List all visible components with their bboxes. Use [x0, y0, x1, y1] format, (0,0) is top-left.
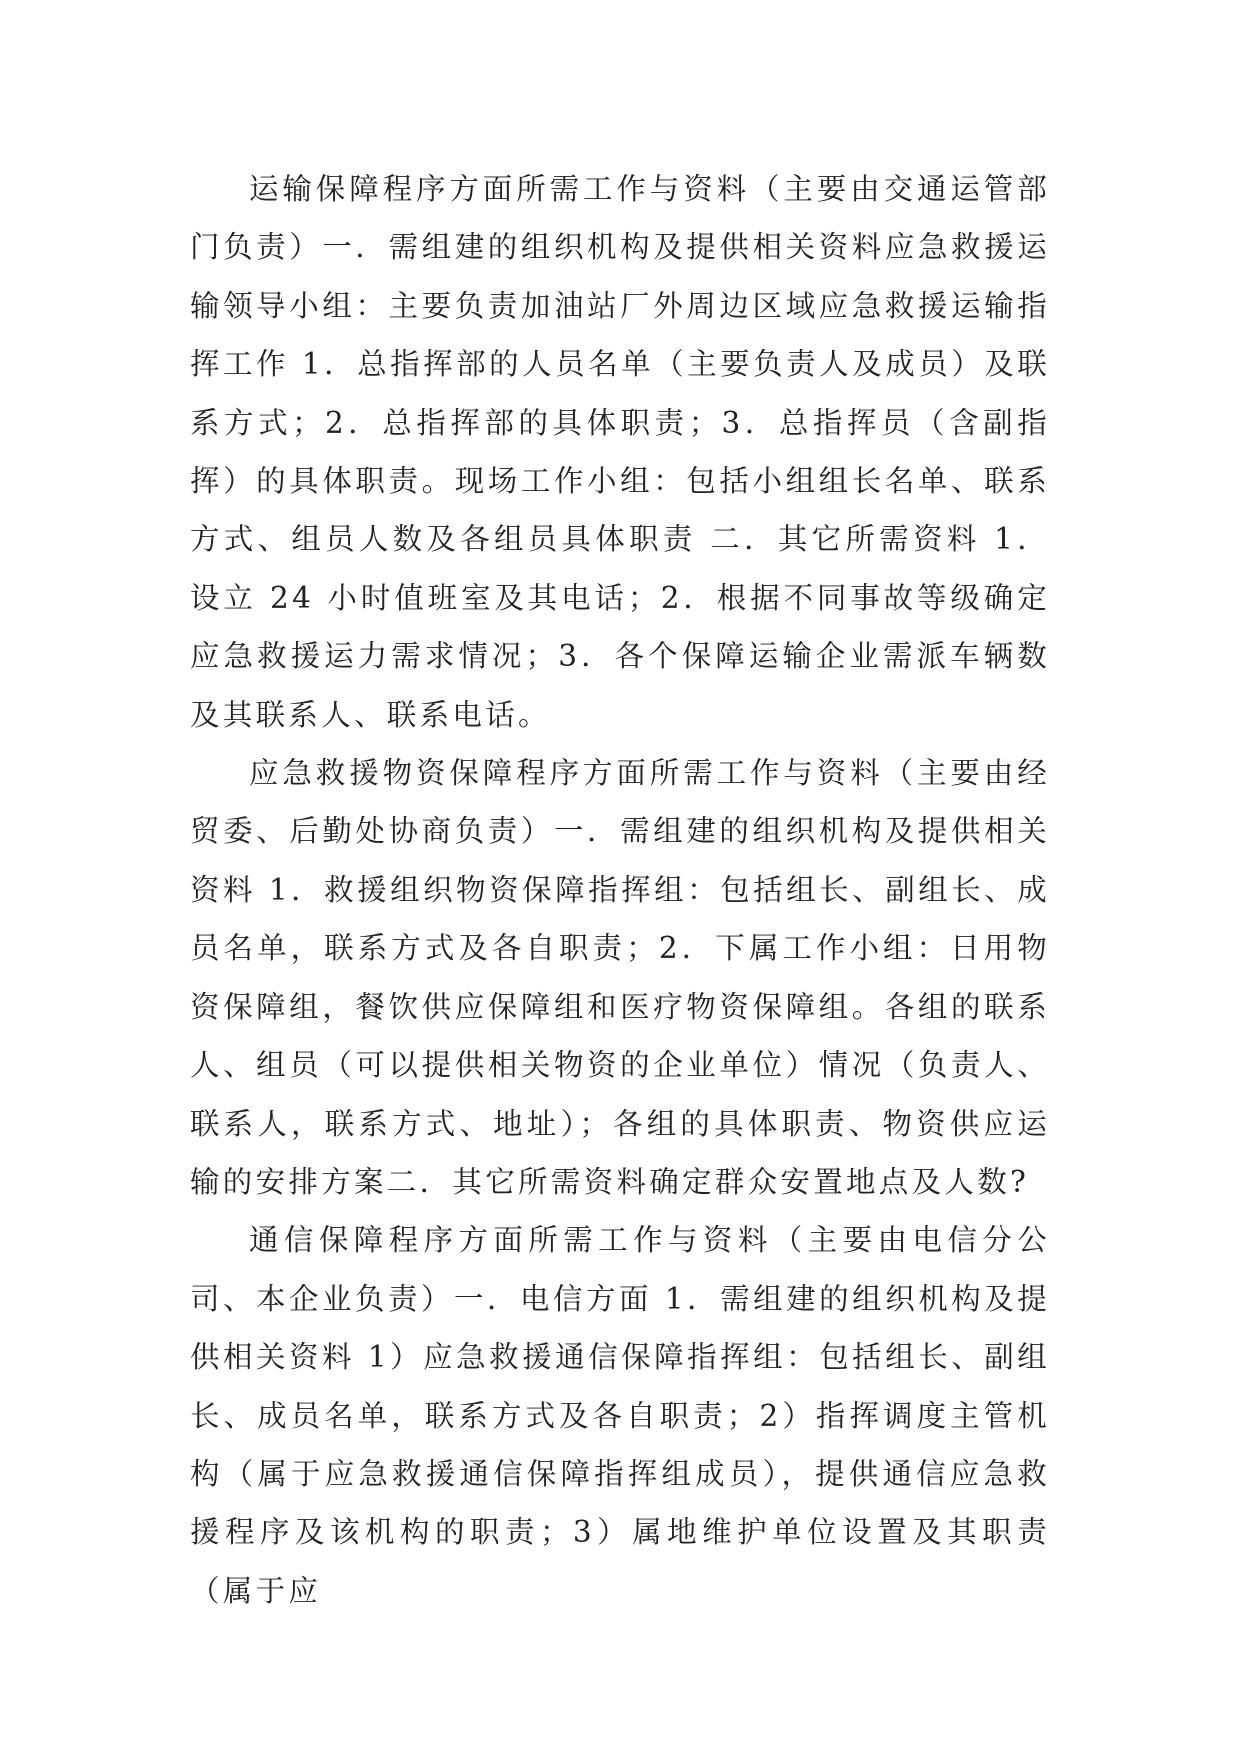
paragraph-communication-support: 通信保障程序方面所需工作与资料（主要由电信分公司、本企业负责）一．电信方面 1．需组建的组织机构及提供相关资料 1）应急救援通信保障指挥组：包括组长、副组长、成员名单，联系方式及各自职责；2）指挥调度主管机构（属于应急救援通信保障指挥组成员），提供通信应急救援程序及该机构的职责；3）属地维护单位设置及其职责（属于应: [190, 1223, 1050, 1608]
paragraph-transport-support: 运输保障程序方面所需工作与资料（主要由交通运管部门负责）一．需组建的组织机构及提供相关资料应急救援运输领导小组：主要负责加油站厂外周边区域应急救援运输指挥工作 1．总指挥部的人员名单（主要负责人及成员）及联系方式；2．总指挥部的具体职责；3．总指挥员（含副指挥）的具体职责。现场工作小组：包括小组组长名单、联系方式、组员人数及各组员具体职责 二．其它所需资料 1．设立 24 小时值班室及其电话；2．根据不同事故等级确定应急救援运力需求情况；3．各个保障运输企业需派车辆数及其联系人、联系电话。: [190, 172, 1050, 732]
paragraph-material-support: 应急救援物资保障程序方面所需工作与资料（主要由经贸委、后勤处协商负责）一．需组建的组织机构及提供相关资料 1．救援组织物资保障指挥组：包括组长、副组长、成员名单，联系方式及各自职责；2．下属工作小组：日用物资保障组，餐饮供应保障组和医疗物资保障组。各组的联系人、组员（可以提供相关物资的企业单位）情况（负责人、联系人，联系方式、地址）；各组的具体职责、物资供应运输的安排方案二．其它所需资料确定群众安置地点及人数?: [190, 756, 1050, 1199]
document-body: [190, 160, 1050, 1620]
